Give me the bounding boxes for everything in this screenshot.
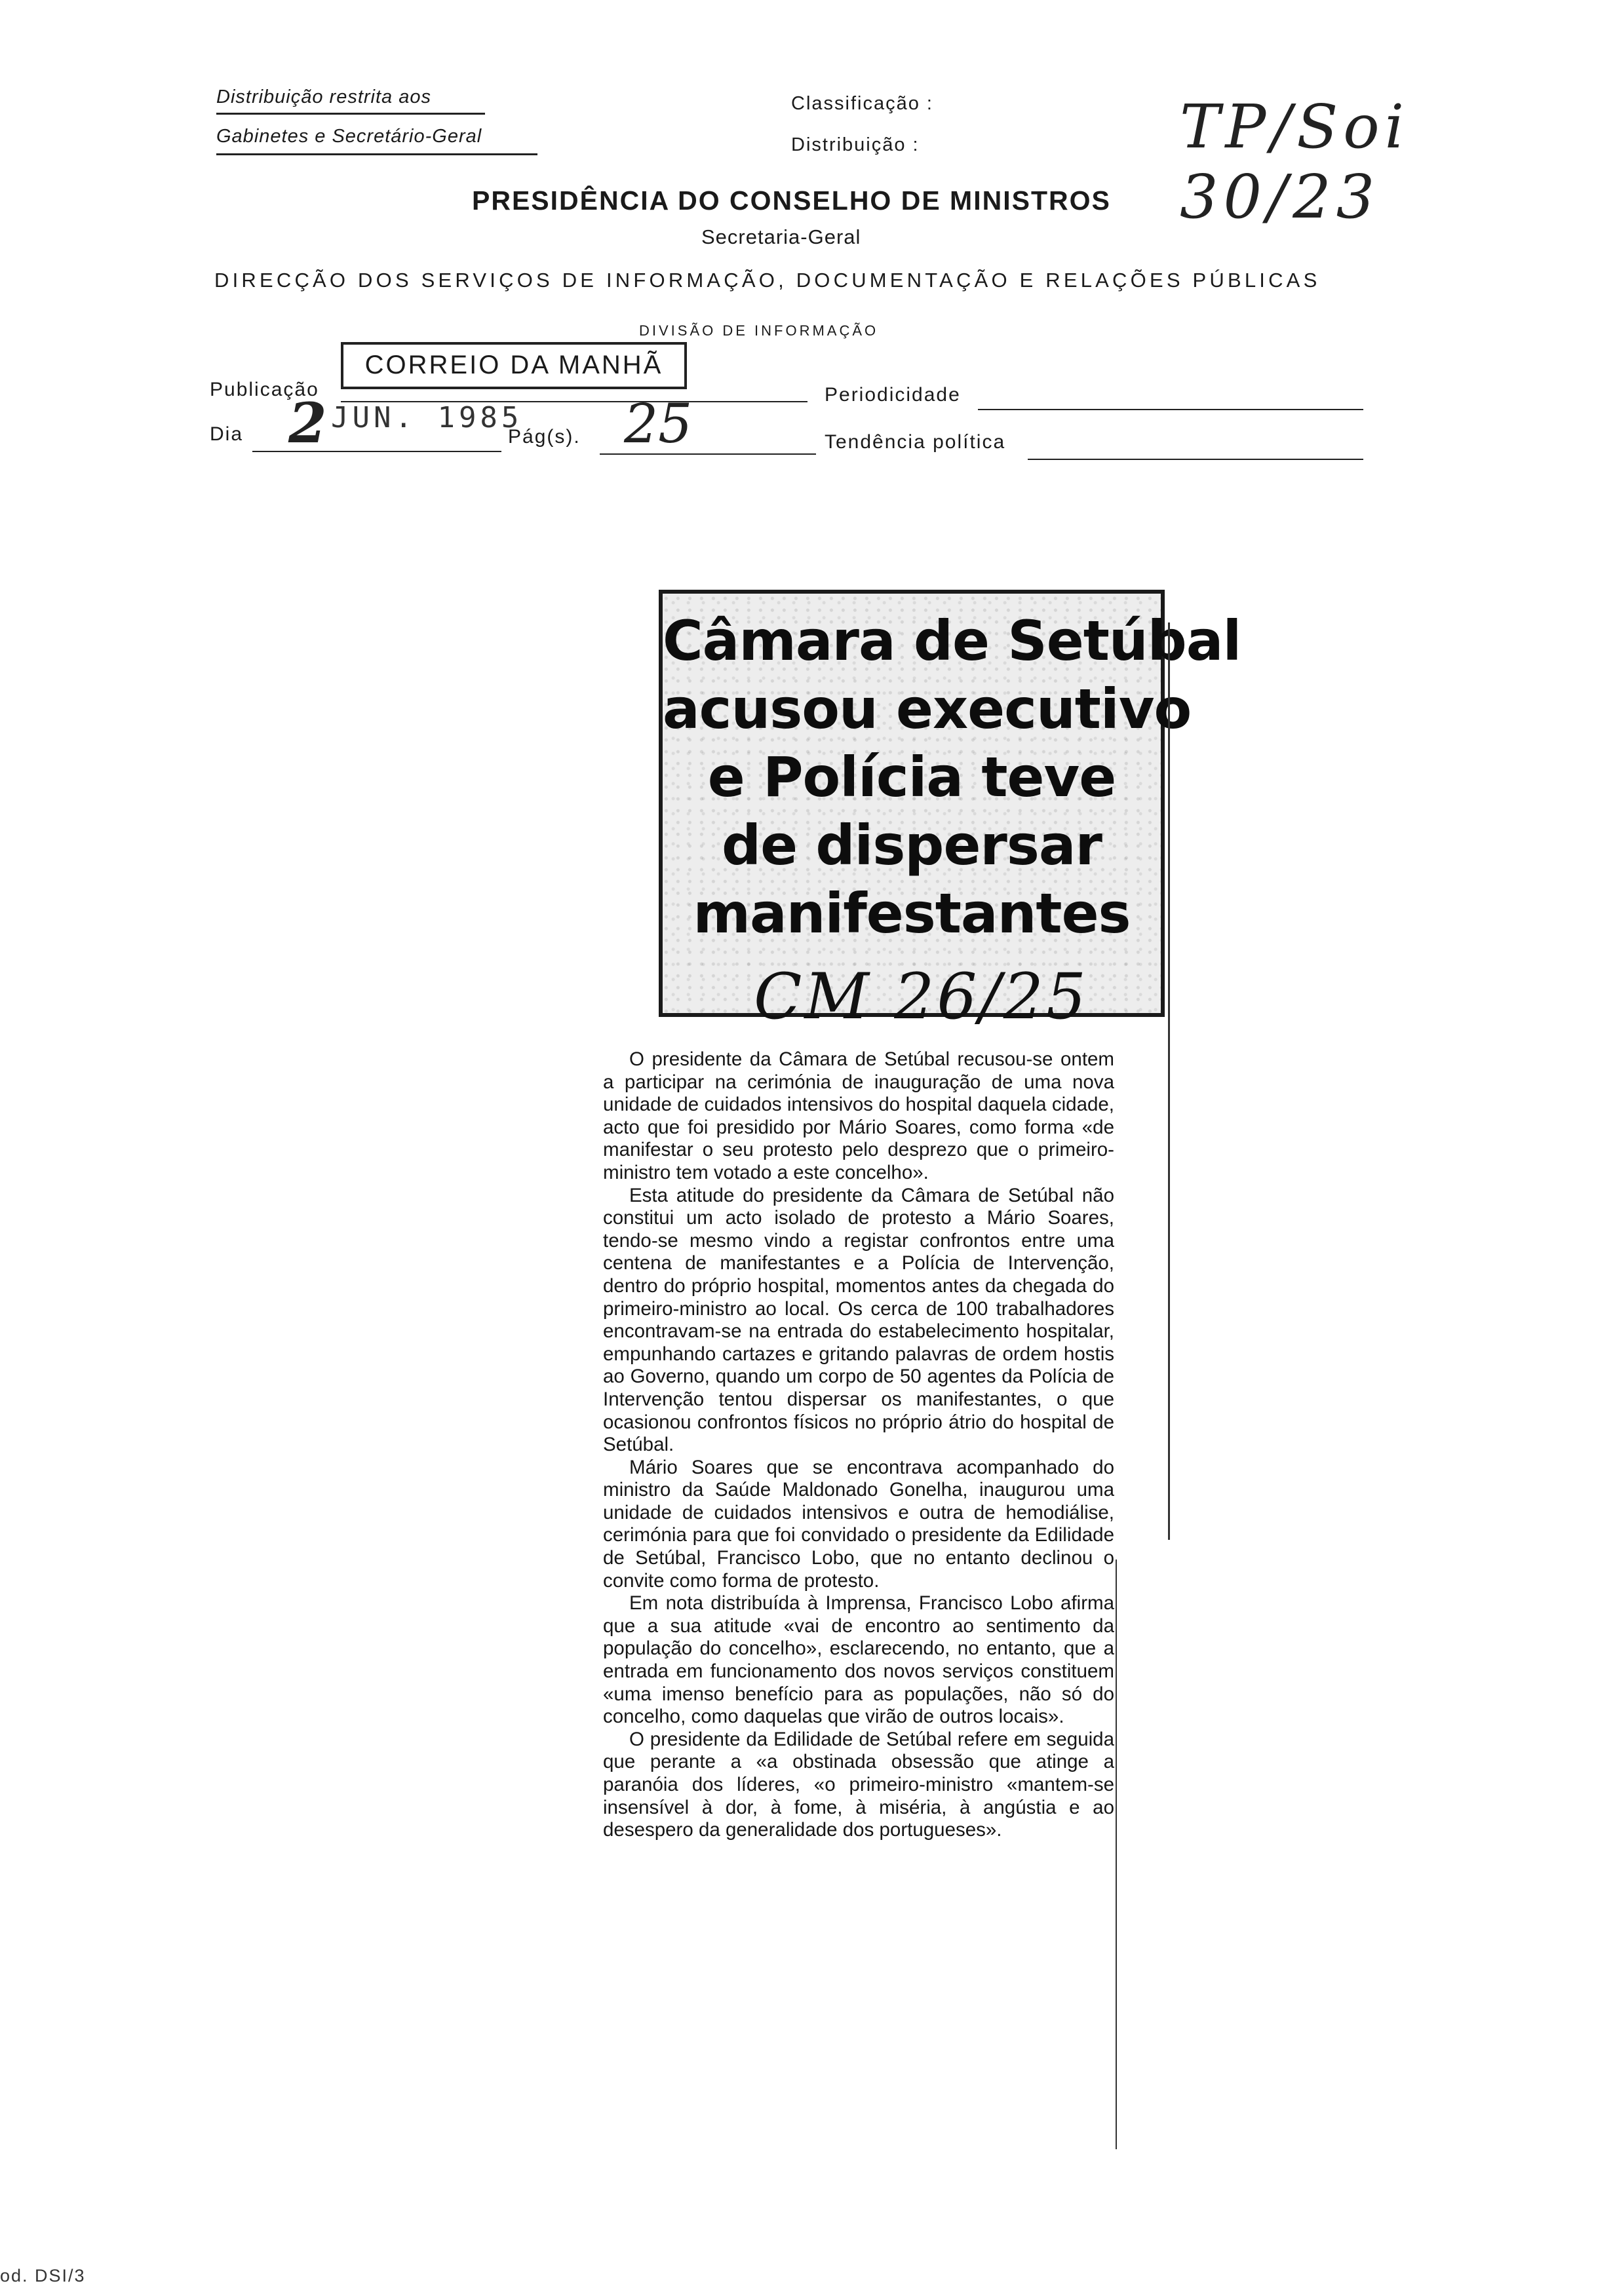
headline-line: manifestantes	[693, 881, 1131, 946]
headline-line: de dispersar	[722, 813, 1102, 877]
day-handwritten: 2	[288, 391, 327, 455]
distribution-label: Distribuição :	[791, 134, 920, 155]
article-paragraph: Em nota distribuída à Imprensa, Francisco Lobo afirma que a sua atitude «vai de encontro ao sentimento da população do concelho», esclarecendo, no entanto, que a entrada em funcionamento dos novos serviços constituem «uma imenso benefício para as populações, não só do concelho, como daquelas que virão de outros locais».	[603, 1592, 1114, 1728]
clipping-column-rule-upper	[1168, 622, 1170, 1540]
directorate-title: DIRECÇÃO DOS SERVIÇOS DE INFORMAÇÃO, DOCUMENTAÇÃO E RELAÇÕES PÚBLICAS	[214, 269, 1321, 292]
restricted-underline-1	[216, 113, 485, 115]
article-body	[603, 1048, 1114, 1842]
tendency-label: Tendência política	[825, 431, 1006, 453]
headline-line: acusou executivo	[663, 677, 1192, 741]
day-label: Dia	[210, 423, 244, 445]
day-field-line	[252, 451, 501, 452]
institution-title: PRESIDÊNCIA DO CONSELHO DE MINISTROS	[472, 185, 1111, 216]
headline-line: e Polícia teve	[707, 745, 1116, 809]
article-paragraph: O presidente da Câmara de Setúbal recusou-se ontem a participar na cerimónia de inauguração de uma nova unidade de cuidados intensivos do hospital daquela cidade, acto que foi presidido por Mário Soares, como forma «de manifestar o seu protesto pelo desprezo que o primeiro-ministro tem votado a este concelho».	[603, 1048, 1114, 1183]
handwritten-reference: TP/Soi 30/23	[1180, 92, 1410, 232]
periodicity-field-line	[978, 409, 1363, 410]
clipping-column-rule-lower	[1116, 1559, 1117, 2149]
restricted-distribution-line2: Gabinetes e Secretário-Geral	[216, 126, 482, 147]
clipping-headline-box	[659, 590, 1241, 1017]
pages-label: Pág(s).	[508, 426, 581, 448]
restricted-distribution-line1: Distribuição restrita aos	[216, 86, 431, 107]
form-code: od. DSI/3	[0, 2266, 86, 2286]
publication-label: Publicação	[210, 379, 319, 400]
tendency-field-line	[1028, 459, 1363, 460]
classification-label: Classificação :	[791, 93, 933, 114]
handwritten-clipping-code: CM 26/25	[754, 960, 1089, 1033]
clipping-headline	[663, 607, 1241, 947]
pages-handwritten: 25	[624, 393, 693, 455]
secretariat-title: Secretaria-Geral	[701, 225, 861, 248]
publication-stamp: CORREIO DA MANHÃ	[341, 342, 687, 389]
restricted-underline-2	[216, 153, 537, 155]
date-stamp: JUN. 1985	[331, 401, 523, 434]
periodicity-label: Periodicidade	[825, 384, 961, 406]
article-paragraph: O presidente da Edilidade de Setúbal refere em seguida que perante a «a obstinada obsessão que atinge a paranóia dos líderes, «o primeiro-ministro «mantem-se insensível à dor, à fome, à miséria, à angústia e ao desespero da generalidade dos portugueses».	[603, 1728, 1114, 1841]
pages-field-line	[600, 453, 816, 455]
article-paragraph: Esta atitude do presidente da Câmara de Setúbal não constitui um acto isolado de protesto a Mário Soares, tendo-se mesmo vindo a registar confrontos entre uma centena de manifestantes e a Polícia de Intervenção, dentro do próprio hospital, momentos antes da chegada do primeiro-ministro ao local. Os cerca de 100 trabalhadores encontravam-se na entrada do estabelecimento hospitalar, empunhando cartazes e gritando palavras de ordem hostis ao Governo, quando um corpo de 50 agentes da Polícia de Intervenção tentou dispersar os manifestantes, o que ocasionou confrontos físicos no próprio átrio do hospital de Setúbal.	[603, 1184, 1114, 1456]
article-paragraph: Mário Soares que se encontrava acompanhado do ministro da Saúde Maldonado Gonelha, inaugurou uma unidade de cuidados intensivos e outra de hemodiálise, cerimónia para que foi convidado o presidente da Edilidade de Setúbal, Francisco Lobo, que no entanto declinou o convite como forma de protesto.	[603, 1456, 1114, 1592]
headline-line: Câmara de Setúbal	[663, 609, 1241, 673]
division-title: DIVISÃO DE INFORMAÇÃO	[639, 322, 879, 339]
